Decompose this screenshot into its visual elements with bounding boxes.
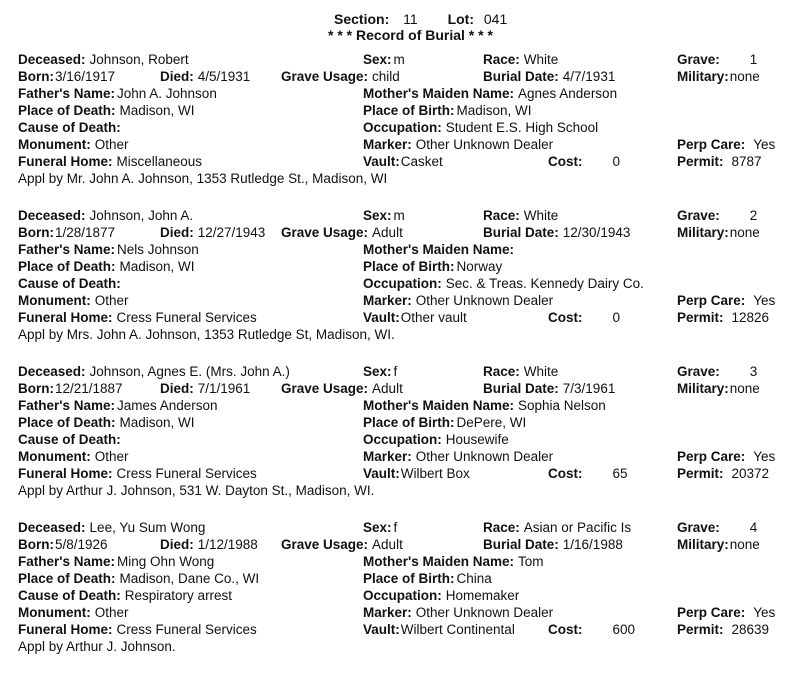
- born-label: Born:: [18, 537, 54, 552]
- perp-care-value: Yes: [753, 293, 776, 308]
- mother-field: [363, 554, 544, 570]
- race-value: White: [523, 208, 559, 223]
- section-label: Section:: [334, 11, 390, 27]
- military-label: Military:: [677, 381, 729, 396]
- mother-label: Mother's Maiden Name:: [363, 86, 514, 101]
- permit-value: 8787: [731, 154, 762, 169]
- funeral-home-field: [18, 466, 257, 482]
- grave-field: [677, 364, 757, 380]
- born-value: 5/8/1926: [55, 537, 108, 552]
- deceased-value: Johnson, John A.: [89, 208, 194, 223]
- place-of-birth-label: Place of Birth:: [363, 259, 455, 274]
- occupation-label: Occupation:: [363, 588, 442, 603]
- funeral-home-label: Funeral Home:: [18, 310, 113, 325]
- grave-field: [677, 52, 757, 68]
- grave-usage-field: [281, 69, 400, 85]
- sex-field: [363, 52, 405, 68]
- vault-field: [363, 310, 467, 326]
- occupation-value: Housewife: [445, 432, 509, 447]
- father-label: Father's Name:: [18, 86, 115, 101]
- place-of-death-label: Place of Death:: [18, 259, 116, 274]
- military-field: [677, 537, 760, 553]
- burial-date-label: Burial Date:: [483, 225, 559, 240]
- permit-label: Permit:: [677, 310, 724, 325]
- burial-record: [0, 208, 800, 364]
- mother-label: Mother's Maiden Name:: [363, 398, 514, 413]
- marker-field: [363, 605, 553, 621]
- monument-value: Other: [94, 137, 129, 152]
- place-of-death-value: Madison, Dane Co., WI: [119, 571, 260, 586]
- place-of-birth-value: DePere, WI: [456, 415, 527, 430]
- father-field: [18, 398, 218, 414]
- grave-usage-field: [281, 381, 403, 397]
- died-label: Died:: [160, 537, 194, 552]
- lot-value: 041: [483, 11, 508, 27]
- section-lot-line: [334, 11, 507, 27]
- military-field: [677, 69, 760, 85]
- military-label: Military:: [677, 537, 729, 552]
- deceased-value: Johnson, Robert: [89, 52, 189, 67]
- cost-field: [548, 310, 620, 326]
- deceased-label: Deceased:: [18, 520, 86, 535]
- sex-field: [363, 520, 397, 536]
- father-value: Ming Ohn Wong: [117, 554, 215, 569]
- cost-label: Cost:: [548, 310, 583, 325]
- applicant-note: Appl by Arthur J. Johnson.: [18, 639, 176, 654]
- monument-field: [18, 137, 129, 153]
- mother-value: Sophia Nelson: [518, 398, 606, 413]
- funeral-home-value: Cress Funeral Services: [116, 310, 257, 325]
- died-label: Died:: [160, 381, 194, 396]
- occupation-field: [363, 432, 509, 448]
- marker-value: Other Unknown Dealer: [415, 293, 554, 308]
- vault-label: Vault:: [363, 622, 400, 637]
- marker-value: Other Unknown Dealer: [415, 449, 554, 464]
- cause-of-death-value: Respiratory arrest: [124, 588, 233, 603]
- monument-value: Other: [94, 449, 129, 464]
- race-label: Race:: [483, 208, 520, 223]
- marker-value: Other Unknown Dealer: [415, 605, 554, 620]
- permit-label: Permit:: [677, 622, 724, 637]
- monument-label: Monument:: [18, 137, 91, 152]
- cost-value: 0: [612, 154, 621, 169]
- deceased-value: Johnson, Agnes E. (Mrs. John A.): [89, 364, 290, 379]
- funeral-home-label: Funeral Home:: [18, 154, 113, 169]
- military-label: Military:: [677, 69, 729, 84]
- vault-field: [363, 622, 515, 638]
- occupation-label: Occupation:: [363, 276, 442, 291]
- mother-field: [363, 242, 518, 258]
- burial-date-field: [483, 537, 623, 553]
- race-value: White: [523, 364, 559, 379]
- burial-date-field: [483, 381, 615, 397]
- occupation-value: Homemaker: [445, 588, 520, 603]
- born-field: [18, 537, 108, 553]
- mother-value: Tom: [518, 554, 544, 569]
- father-label: Father's Name:: [18, 554, 115, 569]
- burial-date-label: Burial Date:: [483, 69, 559, 84]
- perp-care-value: Yes: [753, 137, 776, 152]
- burial-date-field: [483, 69, 615, 85]
- place-of-birth-field: [363, 259, 502, 275]
- burial-date-field: [483, 225, 630, 241]
- vault-label: Vault:: [363, 466, 400, 481]
- occupation-field: [363, 120, 598, 136]
- perp-care-value: Yes: [753, 605, 776, 620]
- cause-of-death-field: [18, 432, 125, 448]
- deceased-field: [18, 364, 290, 380]
- born-label: Born:: [18, 381, 54, 396]
- place-of-birth-label: Place of Birth:: [363, 415, 455, 430]
- mother-label: Mother's Maiden Name:: [363, 242, 514, 257]
- race-label: Race:: [483, 52, 520, 67]
- monument-field: [18, 449, 129, 465]
- vault-value: Casket: [400, 154, 443, 169]
- race-field: [483, 520, 631, 536]
- race-field: [483, 52, 558, 68]
- mother-field: [363, 86, 617, 102]
- sex-label: Sex:: [363, 52, 392, 67]
- born-value: 3/16/1917: [55, 69, 116, 84]
- place-of-death-label: Place of Death:: [18, 415, 116, 430]
- monument-label: Monument:: [18, 293, 91, 308]
- burial-date-label: Burial Date:: [483, 381, 559, 396]
- funeral-home-field: [18, 622, 257, 638]
- burial-date-label: Burial Date:: [483, 537, 559, 552]
- perp-care-label: Perp Care:: [677, 293, 746, 308]
- monument-label: Monument:: [18, 449, 91, 464]
- grave-value: 1: [749, 52, 758, 67]
- born-label: Born:: [18, 69, 54, 84]
- funeral-home-label: Funeral Home:: [18, 466, 113, 481]
- grave-usage-label: Grave Usage:: [281, 381, 369, 396]
- race-value: Asian or Pacific Is: [523, 520, 632, 535]
- funeral-home-field: [18, 310, 257, 326]
- perp-care-label: Perp Care:: [677, 449, 746, 464]
- funeral-home-value: Miscellaneous: [116, 154, 203, 169]
- cost-field: [548, 154, 620, 170]
- perp-care-value: Yes: [753, 449, 776, 464]
- occupation-label: Occupation:: [363, 120, 442, 135]
- marker-field: [363, 293, 553, 309]
- cause-of-death-label: Cause of Death:: [18, 432, 121, 447]
- section-value: 11: [403, 11, 418, 27]
- deceased-label: Deceased:: [18, 364, 86, 379]
- permit-field: [677, 622, 769, 638]
- cost-field: [548, 622, 635, 638]
- place-of-death-label: Place of Death:: [18, 103, 116, 118]
- applicant-note: Appl by Arthur J. Johnson, 531 W. Dayton St., Madison, WI.: [18, 483, 375, 498]
- cost-value: 0: [612, 310, 621, 325]
- mother-label: Mother's Maiden Name:: [363, 554, 514, 569]
- father-field: [18, 86, 217, 102]
- mother-value: Agnes Anderson: [518, 86, 618, 101]
- applicant-note: Appl by Mrs. John A. Johnson, 1353 Rutledge St, Madison, WI.: [18, 327, 395, 342]
- race-value: White: [523, 52, 559, 67]
- sex-label: Sex:: [363, 364, 392, 379]
- grave-label: Grave:: [677, 52, 720, 67]
- deceased-field: [18, 208, 193, 224]
- grave-value: 4: [749, 520, 758, 535]
- cause-of-death-label: Cause of Death:: [18, 276, 121, 291]
- sex-field: [363, 208, 405, 224]
- place-of-death-field: [18, 259, 195, 275]
- lot-label: Lot:: [447, 11, 474, 27]
- sex-label: Sex:: [363, 208, 392, 223]
- died-field: [160, 537, 258, 553]
- perp-care-field: [677, 137, 775, 153]
- perp-care-field: [677, 293, 775, 309]
- funeral-home-value: Cress Funeral Services: [116, 466, 257, 481]
- funeral-home-field: [18, 154, 202, 170]
- sex-value: f: [393, 520, 398, 535]
- perp-care-field: [677, 449, 775, 465]
- grave-field: [677, 208, 757, 224]
- place-of-death-label: Place of Death:: [18, 571, 116, 586]
- grave-usage-field: [281, 225, 403, 241]
- burial-record: [0, 52, 800, 208]
- died-value: 4/5/1931: [197, 69, 251, 84]
- died-field: [160, 381, 250, 397]
- race-label: Race:: [483, 364, 520, 379]
- place-of-birth-value: Madison, WI: [456, 103, 532, 118]
- monument-field: [18, 605, 129, 621]
- permit-field: [677, 154, 762, 170]
- military-value: none: [729, 225, 760, 240]
- permit-value: 28639: [731, 622, 770, 637]
- vault-label: Vault:: [363, 154, 400, 169]
- perp-care-field: [677, 605, 775, 621]
- cause-of-death-field: [18, 588, 232, 604]
- grave-value: 3: [749, 364, 758, 379]
- cost-field: [548, 466, 628, 482]
- page-title: * * * Record of Burial * * *: [328, 27, 493, 43]
- cost-label: Cost:: [548, 466, 583, 481]
- funeral-home-label: Funeral Home:: [18, 622, 113, 637]
- permit-field: [677, 310, 769, 326]
- funeral-home-value: Cress Funeral Services: [116, 622, 257, 637]
- vault-value: Wilbert Box: [400, 466, 470, 481]
- father-field: [18, 242, 199, 258]
- military-value: none: [729, 537, 760, 552]
- marker-label: Marker:: [363, 605, 412, 620]
- race-label: Race:: [483, 520, 520, 535]
- deceased-field: [18, 520, 205, 536]
- military-value: none: [729, 69, 760, 84]
- cost-value: 600: [612, 622, 636, 637]
- cost-label: Cost:: [548, 622, 583, 637]
- place-of-birth-field: [363, 103, 532, 119]
- died-field: [160, 225, 265, 241]
- marker-value: Other Unknown Dealer: [415, 137, 554, 152]
- cause-of-death-field: [18, 120, 125, 136]
- cause-of-death-label: Cause of Death:: [18, 120, 121, 135]
- grave-label: Grave:: [677, 364, 720, 379]
- cost-label: Cost:: [548, 154, 583, 169]
- permit-label: Permit:: [677, 154, 724, 169]
- applicant-note: Appl by Mr. John A. Johnson, 1353 Rutledge St., Madison, WI: [18, 171, 388, 186]
- died-label: Died:: [160, 225, 194, 240]
- father-value: James Anderson: [117, 398, 218, 413]
- permit-field: [677, 466, 769, 482]
- grave-usage-value: Adult: [372, 537, 403, 552]
- vault-value: Other vault: [400, 310, 467, 325]
- race-field: [483, 364, 558, 380]
- military-label: Military:: [677, 225, 729, 240]
- sex-label: Sex:: [363, 520, 392, 535]
- military-field: [677, 381, 760, 397]
- died-value: 1/12/1988: [197, 537, 258, 552]
- place-of-death-value: Madison, WI: [119, 103, 195, 118]
- grave-usage-value: Adult: [372, 381, 403, 396]
- father-label: Father's Name:: [18, 242, 115, 257]
- marker-label: Marker:: [363, 137, 412, 152]
- deceased-value: Lee, Yu Sum Wong: [89, 520, 206, 535]
- born-field: [18, 225, 115, 241]
- monument-label: Monument:: [18, 605, 91, 620]
- monument-field: [18, 293, 129, 309]
- occupation-field: [363, 588, 519, 604]
- vault-field: [363, 466, 470, 482]
- born-field: [18, 69, 115, 85]
- cause-of-death-label: Cause of Death:: [18, 588, 121, 603]
- place-of-death-value: Madison, WI: [119, 415, 195, 430]
- monument-value: Other: [94, 293, 129, 308]
- grave-usage-label: Grave Usage:: [281, 69, 369, 84]
- place-of-birth-value: China: [456, 571, 492, 586]
- vault-label: Vault:: [363, 310, 400, 325]
- monument-value: Other: [94, 605, 129, 620]
- cause-of-death-field: [18, 276, 125, 292]
- grave-value: 2: [749, 208, 758, 223]
- grave-usage-value: child: [372, 69, 400, 84]
- permit-value: 12826: [731, 310, 770, 325]
- burial-record: [0, 520, 800, 676]
- burial-record: [0, 364, 800, 520]
- cost-value: 65: [612, 466, 628, 481]
- died-field: [160, 69, 250, 85]
- died-value: 7/1/1961: [197, 381, 251, 396]
- deceased-field: [18, 52, 189, 68]
- burial-date-value: 7/3/1961: [562, 381, 616, 396]
- father-label: Father's Name:: [18, 398, 115, 413]
- mother-field: [363, 398, 606, 414]
- grave-field: [677, 520, 757, 536]
- sex-field: [363, 364, 397, 380]
- place-of-birth-label: Place of Birth:: [363, 571, 455, 586]
- marker-field: [363, 137, 553, 153]
- grave-label: Grave:: [677, 208, 720, 223]
- military-field: [677, 225, 760, 241]
- occupation-label: Occupation:: [363, 432, 442, 447]
- born-value: 1/28/1877: [55, 225, 116, 240]
- place-of-death-field: [18, 103, 195, 119]
- marker-field: [363, 449, 553, 465]
- died-label: Died:: [160, 69, 194, 84]
- grave-usage-value: Adult: [372, 225, 403, 240]
- father-field: [18, 554, 214, 570]
- place-of-death-value: Madison, WI: [119, 259, 195, 274]
- military-value: none: [729, 381, 760, 396]
- born-value: 12/21/1887: [55, 381, 123, 396]
- grave-label: Grave:: [677, 520, 720, 535]
- occupation-value: Sec. & Treas. Kennedy Dairy Co.: [445, 276, 644, 291]
- race-field: [483, 208, 558, 224]
- sex-value: m: [393, 52, 405, 67]
- sex-value: f: [393, 364, 398, 379]
- deceased-label: Deceased:: [18, 52, 86, 67]
- marker-label: Marker:: [363, 293, 412, 308]
- marker-label: Marker:: [363, 449, 412, 464]
- sex-value: m: [393, 208, 405, 223]
- place-of-death-field: [18, 415, 195, 431]
- vault-value: Wilbert Continental: [400, 622, 515, 637]
- died-value: 12/27/1943: [197, 225, 266, 240]
- burial-date-value: 4/7/1931: [562, 69, 616, 84]
- perp-care-label: Perp Care:: [677, 137, 746, 152]
- grave-usage-label: Grave Usage:: [281, 225, 369, 240]
- grave-usage-field: [281, 537, 403, 553]
- permit-label: Permit:: [677, 466, 724, 481]
- perp-care-label: Perp Care:: [677, 605, 746, 620]
- occupation-value: Student E.S. High School: [445, 120, 599, 135]
- father-value: Nels Johnson: [117, 242, 199, 257]
- place-of-death-field: [18, 571, 259, 587]
- place-of-birth-value: Norway: [456, 259, 503, 274]
- grave-usage-label: Grave Usage:: [281, 537, 369, 552]
- place-of-birth-field: [363, 415, 526, 431]
- born-field: [18, 381, 123, 397]
- burial-date-value: 12/30/1943: [562, 225, 631, 240]
- vault-field: [363, 154, 443, 170]
- father-value: John A. Johnson: [117, 86, 217, 101]
- born-label: Born:: [18, 225, 54, 240]
- occupation-field: [363, 276, 644, 292]
- burial-date-value: 1/16/1988: [562, 537, 623, 552]
- place-of-birth-label: Place of Birth:: [363, 103, 455, 118]
- place-of-birth-field: [363, 571, 492, 587]
- deceased-label: Deceased:: [18, 208, 86, 223]
- permit-value: 20372: [731, 466, 770, 481]
